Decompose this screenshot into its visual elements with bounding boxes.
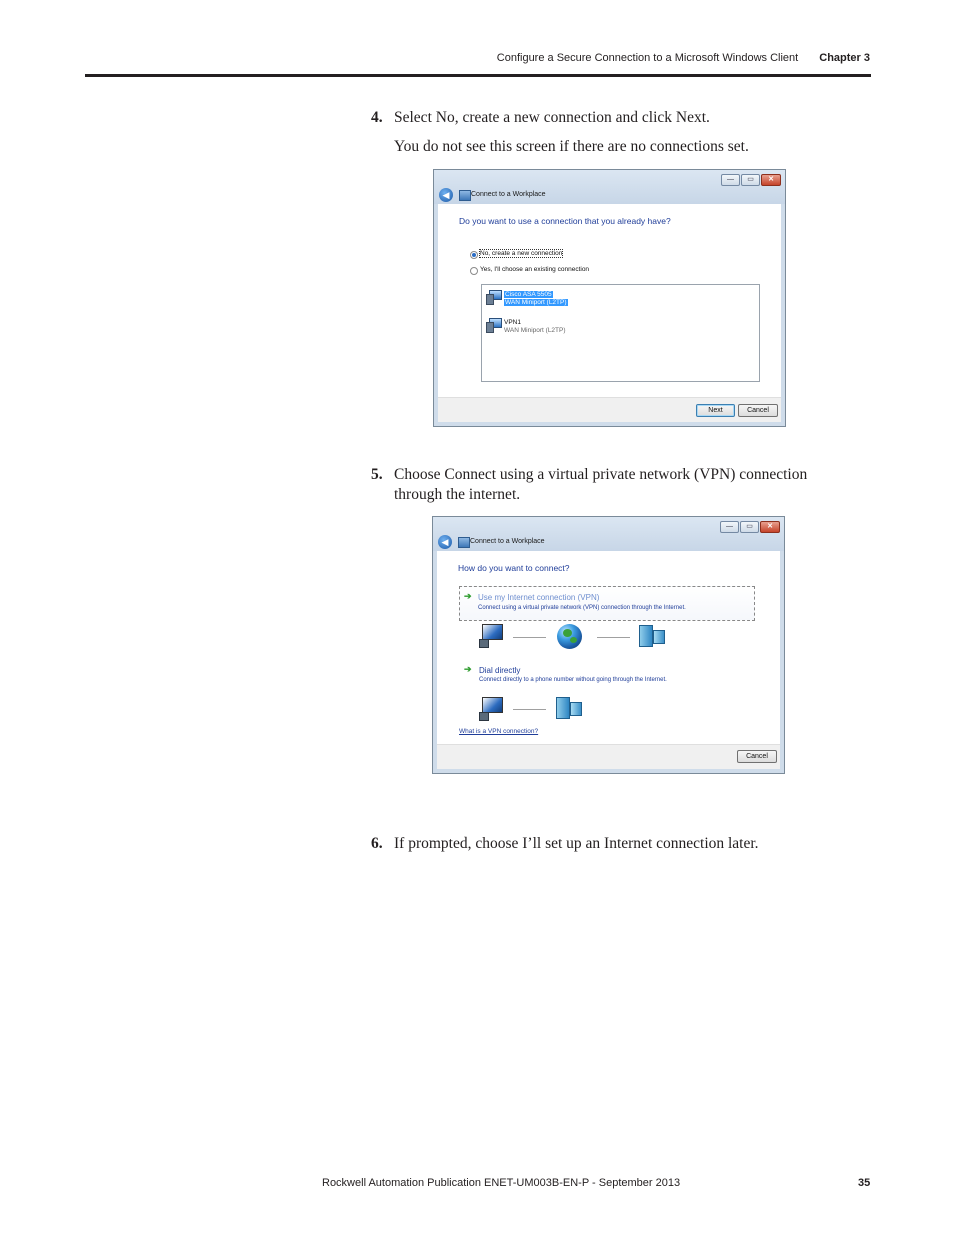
connection-line <box>513 709 546 710</box>
dialog-question: How do you want to connect? <box>458 563 570 573</box>
dialog-question: Do you want to use a connection that you already have? <box>459 216 671 226</box>
dial-option-desc: Connect directly to a phone number without going through the Internet. <box>479 677 667 683</box>
connection-type: WAN Miniport (L2TP) <box>505 299 567 306</box>
dialog-existing-connection <box>433 169 786 427</box>
connection-name: Cisco ASA 5505 <box>505 291 552 298</box>
vpn-help-link[interactable]: What is a VPN connection? <box>459 728 539 735</box>
window-controls <box>721 174 781 186</box>
green-arrow-icon: ➔ <box>464 664 472 674</box>
back-arrow-icon[interactable]: ◀ <box>438 535 452 549</box>
server-icon <box>639 625 665 645</box>
minimize-button[interactable]: — <box>720 521 739 533</box>
window-title: Connect to a Workplace <box>470 538 545 545</box>
globe-icon <box>557 624 582 649</box>
chapter-label: Chapter 3 <box>819 52 870 64</box>
computer-icon <box>479 697 503 719</box>
vpn-option-title: Use my Internet connection (VPN) <box>478 593 600 602</box>
header-rule <box>85 74 871 77</box>
maximize-button[interactable]: ▭ <box>741 174 760 186</box>
dial-option-title: Dial directly <box>479 666 521 675</box>
workplace-icon <box>459 190 471 201</box>
connection-list[interactable] <box>481 284 760 382</box>
radio-existing-connection[interactable] <box>470 267 478 275</box>
title-bar <box>433 517 784 551</box>
cancel-button[interactable]: Cancel <box>738 404 778 417</box>
step-text: If prompted, choose I’ll set up an Internet connection later. <box>394 835 759 852</box>
network-connection-icon <box>486 318 501 331</box>
green-arrow-icon: ➔ <box>464 591 472 601</box>
radio-label-existing[interactable]: Yes, I'll choose an existing connection <box>480 266 590 273</box>
next-button[interactable]: Next <box>696 404 735 417</box>
step-number: 5. <box>371 466 383 483</box>
dialog-footer <box>438 397 781 422</box>
dialog-content <box>437 551 780 747</box>
connection-line <box>513 637 546 638</box>
server-icon <box>556 697 582 717</box>
running-header <box>497 52 870 64</box>
window-title: Connect to a Workplace <box>471 191 546 198</box>
vpn-option[interactable] <box>459 586 755 621</box>
page-number: 35 <box>858 1177 871 1189</box>
step-number: 6. <box>371 835 383 852</box>
vpn-option-desc: Connect using a virtual private network (VPN) connection through the Internet. <box>478 605 686 611</box>
connection-name: VPN1 <box>504 319 521 326</box>
step-text: Choose Connect using a virtual private network (VPN) connection through the internet. <box>394 466 808 503</box>
cancel-button[interactable]: Cancel <box>737 750 777 763</box>
computer-icon <box>479 624 503 646</box>
network-connection-icon <box>486 290 501 303</box>
step-4-note: You do not see this screen if there are no connections set. <box>394 138 749 155</box>
close-button[interactable]: ✕ <box>760 521 780 533</box>
step-number: 4. <box>371 109 383 126</box>
radio-label-new[interactable]: No, create a new connection <box>480 250 563 257</box>
window-controls <box>720 521 780 533</box>
publication-info: Rockwell Automation Publication ENET-UM003B-EN-P - September 2013 <box>322 1177 681 1189</box>
step-text: Select No, create a new connection and click Next. <box>394 109 710 126</box>
dialog-content <box>438 204 781 400</box>
connection-line <box>597 637 630 638</box>
dialog-footer <box>437 744 780 769</box>
close-button[interactable]: ✕ <box>761 174 781 186</box>
maximize-button[interactable]: ▭ <box>740 521 759 533</box>
radio-new-connection[interactable] <box>470 251 478 259</box>
dialog-how-to-connect <box>432 516 785 774</box>
title-bar <box>434 170 785 204</box>
workplace-icon <box>458 537 470 548</box>
back-arrow-icon[interactable]: ◀ <box>439 188 453 202</box>
section-title: Configure a Secure Connection to a Microsoft Windows Client <box>496 52 799 64</box>
minimize-button[interactable]: — <box>721 174 740 186</box>
connection-type: WAN Miniport (L2TP) <box>504 327 566 334</box>
